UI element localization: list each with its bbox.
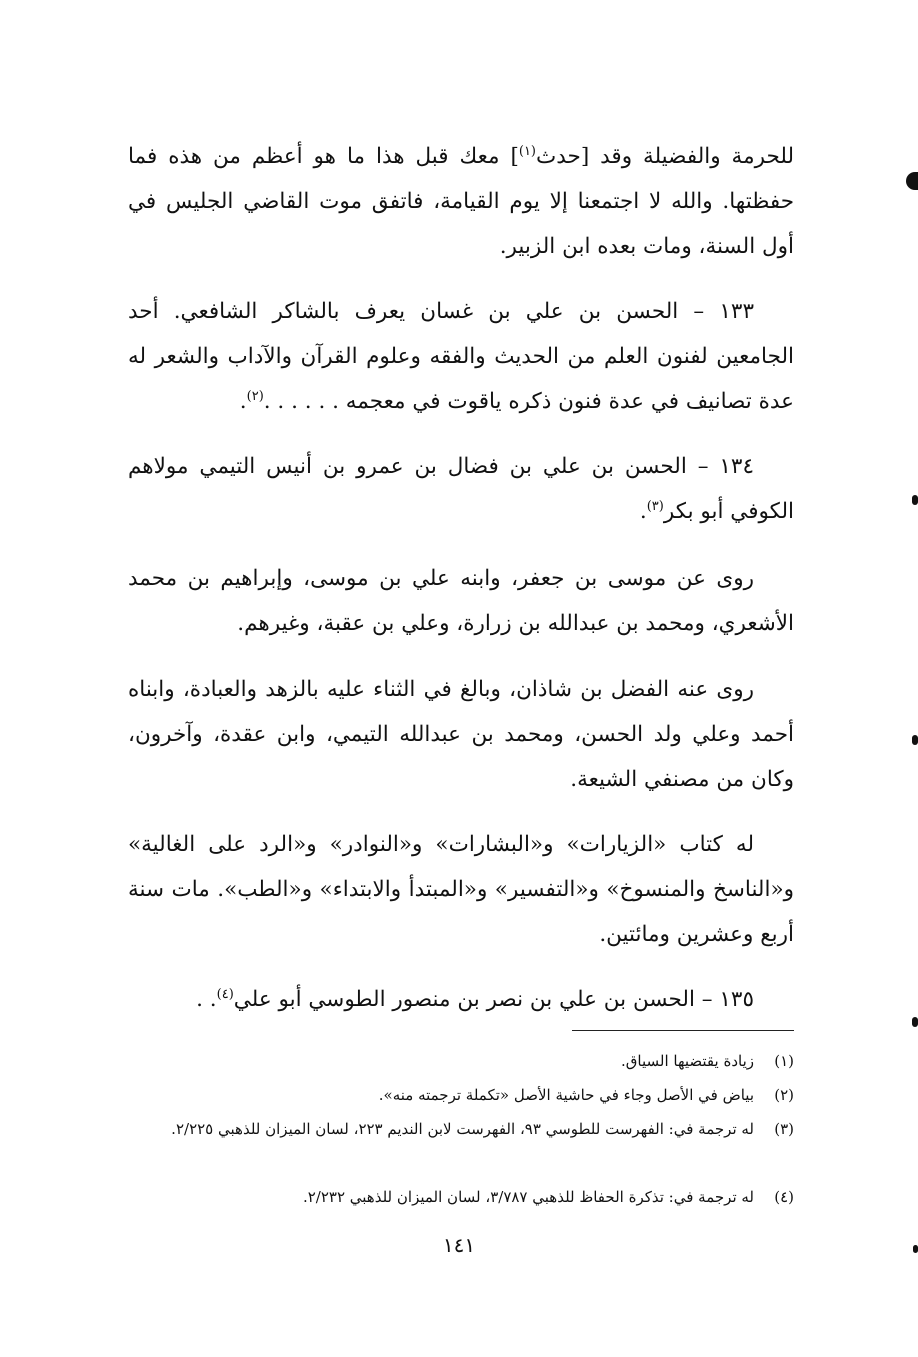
footnote-3 [130,1112,794,1146]
scan-edge-mark [912,735,918,745]
page-number: ١٤١ [442,1233,476,1257]
footnote-marker: (٣) [646,498,664,514]
footnote-number: (٢) [774,1086,794,1104]
footnote-number: (٣) [774,1120,794,1138]
entry-134-narrated-from [128,556,794,646]
entry-133 [128,289,794,424]
footnote-text: له ترجمة في: الفهرست للطوسي ٩٣، الفهرست لابن النديم ٢٢٣، لسان الميزان للذهبي ٢/٢٢٥. [171,1120,754,1138]
paragraph-text: روى عنه الفضل بن شاذان، وبالغ في الثناء عليه بالزهد والعبادة، وابناه أحمد وعلي ولد الحسن، ومحمد بن عبدالله التيمي، وابن عقدة، وآخرون، وكان من مصنفي الشيعة. [128,677,794,792]
footnote-text: زيادة يقتضيها السياق. [621,1052,754,1070]
paragraph-continuation [128,134,794,269]
scan-edge-mark [912,495,918,505]
footnote-marker: (٤) [216,986,234,1002]
paragraph-text: . . [196,987,217,1012]
footnote-marker: (٢) [246,388,264,404]
paragraph-text: ١٣٥ – الحسن بن علي بن نصر بن منصور الطوسي أبو علي [233,987,754,1012]
paragraph-text: روى عن موسى بن جعفر، وابنه علي بن موسى، وإبراهيم بن محمد الأشعري، ومحمد بن عبدالله بن زرارة، وعلي بن عقبة، وغيرهم. [128,566,794,636]
footnote-number: (١) [774,1052,794,1070]
footnote-2 [130,1078,794,1112]
entry-134 [128,444,794,534]
paragraph-text: ١٣٤ – الحسن بن علي بن فضال بن عمرو بن أنيس التيمي مولاهم الكوفي أبو بكر [128,454,794,524]
footnote-text: بياض في الأصل وجاء في حاشية الأصل «تكملة ترجمته منه». [378,1086,754,1104]
footnote-marker: (١) [518,143,536,159]
footnote-text: له ترجمة في: تذكرة الحفاظ للذهبي ٣/٧٨٧، لسان الميزان للذهبي ٢/٢٣٢. [302,1188,754,1206]
scan-edge-mark [912,1017,918,1027]
scan-edge-mark [906,172,918,190]
paragraph-text: للحرمة والفضيلة وقد [حدث [536,144,795,169]
footnote-4 [130,1180,794,1214]
footnote-number: (٤) [774,1188,794,1206]
footnote-1 [130,1044,794,1078]
footnote-separator [572,1030,794,1031]
scan-edge-mark [913,1245,918,1253]
paragraph-text: ] معك قبل هذا ما هو أعظم من هذه فما حفظتها. والله لا اجتمعنا إلا يوم القيامة، فاتفق موت القاضي الجليس في أول السنة، ومات بعده ابن الزبير. [128,144,794,259]
paragraph-text: له كتاب «الزيارات» و«البشارات» و«النوادر» و«الرد على الغالية» و«الناسخ والمنسوخ» و«التفسير» و«المبتدأ والابتداء» و«الطب». مات سنة أربع وعشرين ومائتين. [128,832,794,947]
entry-134-narrated-by [128,667,794,802]
paragraph-text: . [239,389,247,414]
paragraph-text: ١٣٣ – الحسن بن علي بن غسان يعرف بالشاكر الشافعي. أحد الجامعين لفنون العلم من الحديث والفقه وعلوم القرآن والآداب والشعر له عدة تصانيف في عدة فنون ذكره ياقوت في معجمه . . . . . . [128,299,794,414]
paragraph-text: . [639,499,647,524]
entry-135 [128,977,794,1022]
entry-134-books [128,822,794,957]
